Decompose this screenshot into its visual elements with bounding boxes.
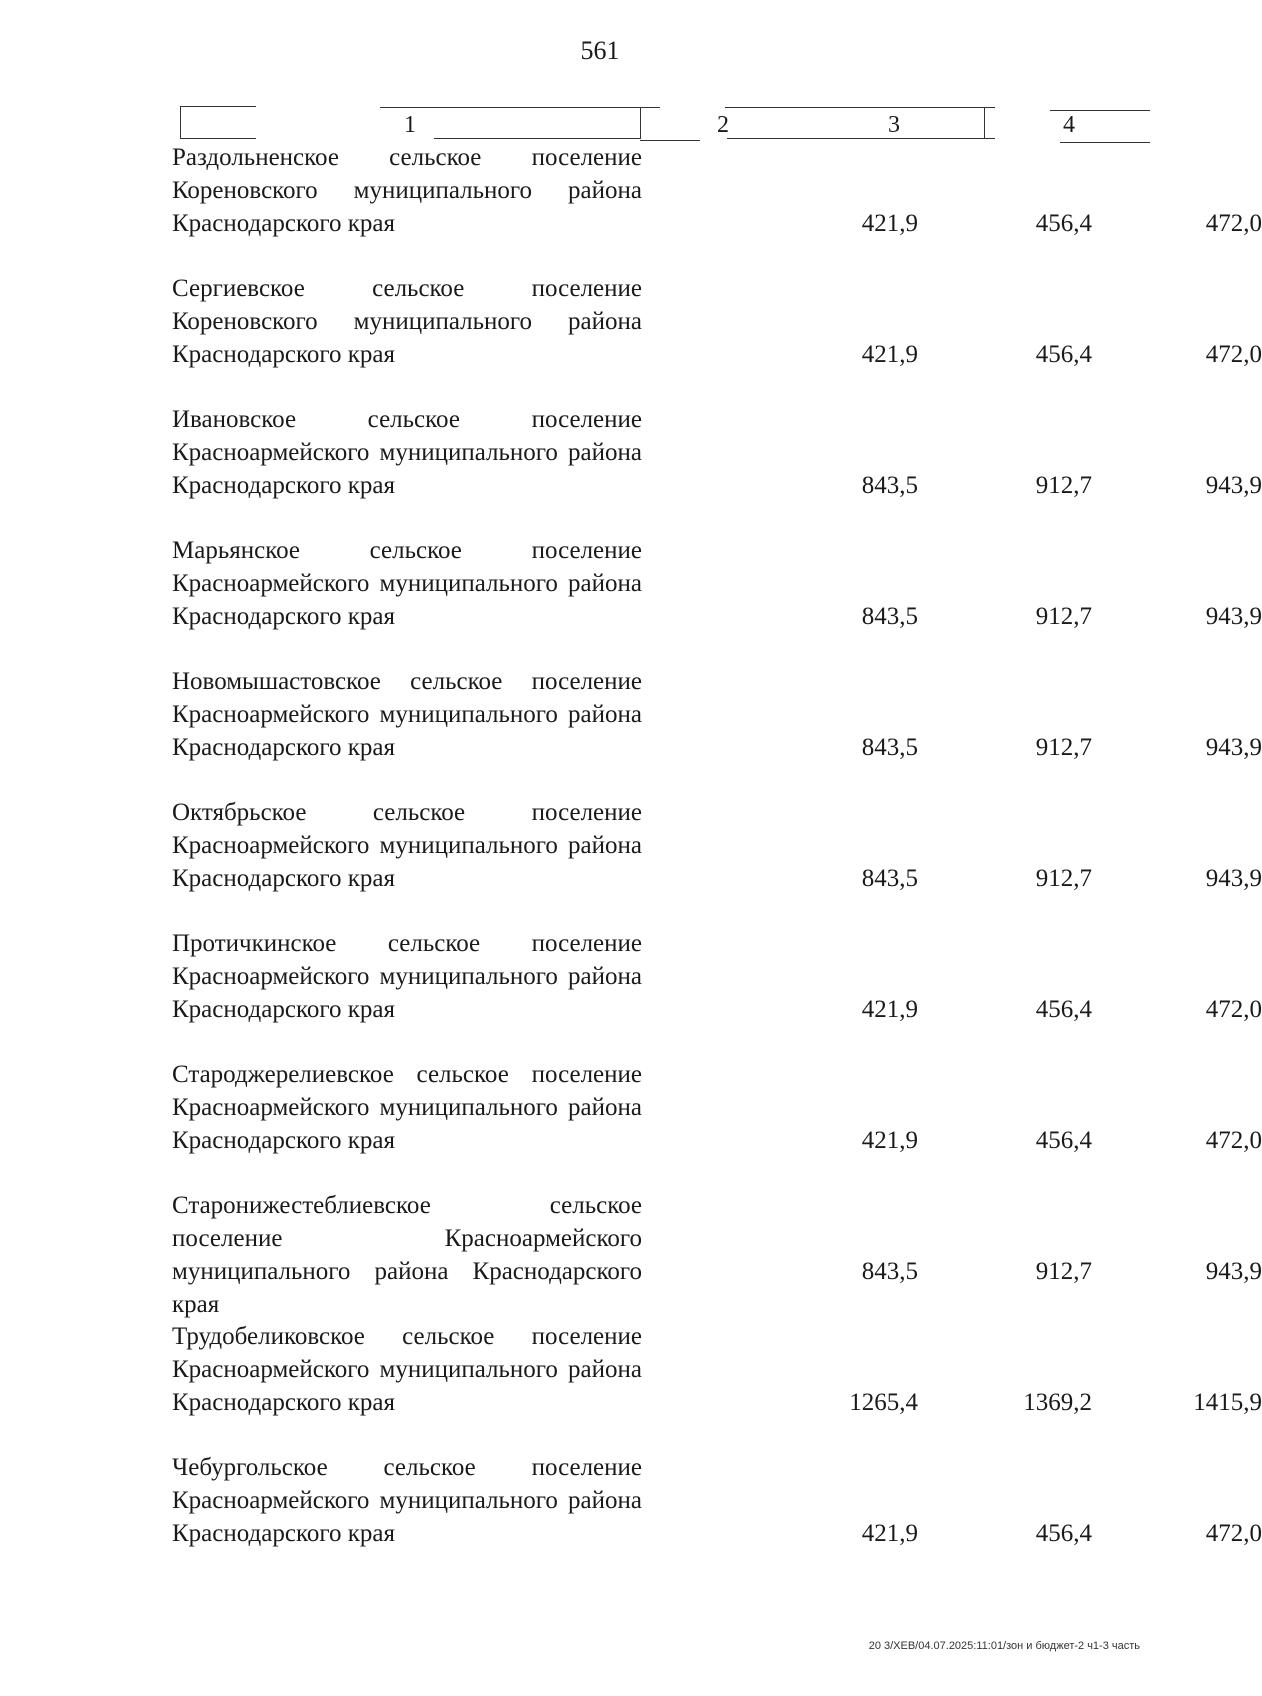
- row-value-col4: 472,0: [1205, 1520, 1262, 1547]
- table-row: [172, 1320, 1262, 1451]
- row-value-col3: 456,4: [1035, 341, 1092, 368]
- row-name: Чебургольское сельское поселение Красноармейского муниципального района Краснодарского края: [172, 1454, 642, 1547]
- row-value-col2: 843,5: [861, 472, 918, 499]
- row-value-col2: 843,5: [861, 734, 918, 761]
- header-line: [434, 138, 641, 139]
- row-value-col3: 912,7: [1035, 472, 1092, 499]
- row-value-col3: 912,7: [1035, 865, 1092, 892]
- table-row: [172, 927, 1262, 1058]
- page-number: 561: [580, 36, 620, 65]
- row-value-col4: 943,9: [1205, 1258, 1262, 1285]
- header-line: [640, 107, 641, 139]
- row-value-col4: 943,9: [1205, 603, 1262, 630]
- row-value-col4: 943,9: [1205, 472, 1262, 499]
- table-row: [172, 534, 1262, 665]
- header-line: [984, 107, 985, 139]
- table-body: [172, 141, 1262, 1582]
- row-value-col3: 1369,2: [1023, 1389, 1092, 1416]
- table-row: [172, 665, 1262, 796]
- row-name: Октябрьское сельское поселение Красноармейского муниципального района Краснодарского края: [172, 799, 642, 892]
- row-value-col4: 943,9: [1205, 865, 1262, 892]
- table-row: [172, 141, 1262, 272]
- row-value-col2: 421,9: [861, 341, 918, 368]
- header-line: [727, 138, 995, 139]
- header-line: [725, 107, 995, 108]
- row-value-col3: 912,7: [1035, 734, 1092, 761]
- row-value-col2: 843,5: [861, 1258, 918, 1285]
- row-value-col2: 421,9: [861, 210, 918, 237]
- row-value-col4: 472,0: [1205, 1127, 1262, 1154]
- row-name: Новомышастовское сельское поселение Красноармейского муниципального района Краснодарского края: [172, 668, 642, 761]
- row-name: Сергиевское сельское поселение Кореновского муниципального района Краснодарского края: [172, 275, 642, 368]
- row-value-col2: 421,9: [861, 996, 918, 1023]
- row-value-col4: 943,9: [1205, 734, 1262, 761]
- row-name: Трудобеликовское сельское поселение Красноармейского муниципального района Краснодарского края: [172, 1323, 642, 1416]
- row-value-col2: 1265,4: [849, 1389, 918, 1416]
- row-name: Протичкинское сельское поселение Красноармейского муниципального района Краснодарского края: [172, 930, 642, 1023]
- row-value-col4: 472,0: [1205, 341, 1262, 368]
- row-value-col3: 912,7: [1035, 603, 1092, 630]
- table-row: [172, 403, 1262, 534]
- column-header-1: 1: [404, 112, 416, 138]
- row-value-col3: 456,4: [1035, 210, 1092, 237]
- row-value-col2: 843,5: [861, 603, 918, 630]
- header-line: [180, 138, 256, 139]
- row-value-col2: 843,5: [861, 865, 918, 892]
- row-name: Марьянское сельское поселение Красноармейского муниципального района Краснодарского края: [172, 537, 642, 630]
- row-value-col4: 472,0: [1205, 210, 1262, 237]
- table-row: [172, 272, 1262, 403]
- column-header-3: 3: [888, 112, 900, 138]
- row-name: Раздольненское сельское поселение Кореновского муниципального района Краснодарского края: [172, 144, 642, 237]
- row-value-col3: 456,4: [1035, 1127, 1092, 1154]
- row-value-col3: 456,4: [1035, 1520, 1092, 1547]
- row-value-col3: 912,7: [1035, 1258, 1092, 1285]
- table-row: [172, 1189, 1262, 1320]
- row-value-col2: 421,9: [861, 1127, 918, 1154]
- row-value-col4: 1415,9: [1193, 1389, 1262, 1416]
- row-value-col4: 472,0: [1205, 996, 1262, 1023]
- column-header-2: 2: [717, 112, 729, 138]
- footer-code: 20 3/ХЕВ/04.07.2025:11:01/зон и бюджет-2 ч1-3 часть: [868, 1640, 1140, 1652]
- table-row: [172, 1058, 1262, 1189]
- table-row: [172, 1451, 1262, 1582]
- header-line: [180, 106, 256, 107]
- row-name: Старонижестеблиевское сельское поселение Красноармейского муниципального района Краснодарского края: [172, 1192, 642, 1318]
- row-name: Староджерелиевское сельское поселение Красноармейского муниципального района Краснодарского края: [172, 1061, 642, 1154]
- table-row: [172, 796, 1262, 927]
- row-value-col2: 421,9: [861, 1520, 918, 1547]
- row-name: Ивановское сельское поселение Красноармейского муниципального района Краснодарского края: [172, 406, 642, 499]
- row-value-col3: 456,4: [1035, 996, 1092, 1023]
- column-header-4: 4: [1063, 112, 1075, 138]
- header-line: [180, 106, 181, 138]
